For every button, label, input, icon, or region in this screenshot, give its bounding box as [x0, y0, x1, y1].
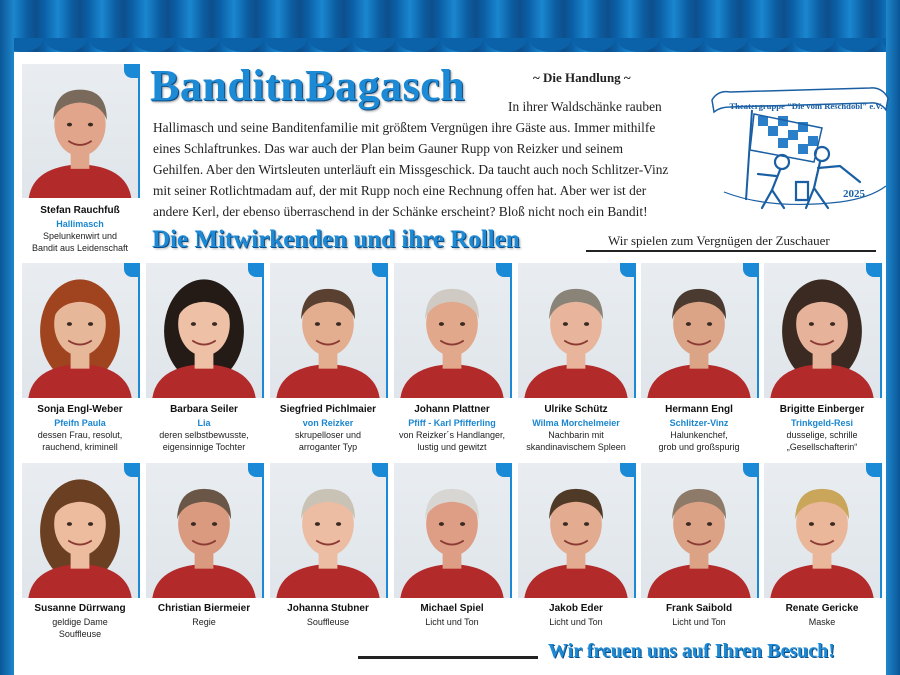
photo-corner-accent	[372, 263, 386, 277]
story-line: eines Schlaftrunkes. Das war auch der Plan beim Gauner Rupp von Reizker und seinem	[153, 141, 624, 156]
cast-name: Johanna Stubner	[287, 603, 369, 614]
cast-desc-line: Halunkenchef,	[670, 430, 728, 440]
photo-corner-accent	[248, 263, 262, 277]
cast-name: Jakob Eder	[549, 603, 603, 614]
cast-role: Lia	[197, 418, 211, 428]
cast-caption	[635, 603, 763, 628]
cast-caption	[388, 404, 516, 453]
cast-caption	[512, 404, 640, 453]
cast-desc-line: dusselige, schrille	[786, 430, 858, 440]
photo-corner-accent	[124, 463, 138, 477]
cast-portrait	[22, 263, 140, 398]
portrait-figure	[270, 263, 386, 398]
cast-desc-line: Licht und Ton	[549, 617, 603, 627]
cast-portrait	[641, 263, 759, 398]
cast-name: Sonja Engl-Weber	[37, 404, 123, 415]
photo-corner-accent	[496, 263, 510, 277]
cast-caption	[388, 603, 516, 628]
curtain-left	[0, 0, 14, 675]
portrait-figure	[394, 463, 510, 598]
logo-text: Theatergruppe "Die vom Reschdobl" e.V.	[729, 101, 883, 111]
cast-portrait	[270, 263, 388, 398]
photo-corner-accent	[743, 463, 757, 477]
cast-portrait	[641, 463, 759, 598]
cast-role: Pfiff - Karl Pfifferling	[408, 418, 496, 428]
portrait-figure	[394, 263, 510, 398]
cast-caption	[758, 603, 886, 628]
cast-caption	[758, 404, 886, 453]
cast-desc-line: rauchend, kriminell	[42, 442, 118, 452]
cast-motto: Wir spielen zum Vergnügen der Zuschauer	[608, 233, 830, 248]
portrait-figure	[22, 463, 138, 598]
photo-corner-accent	[124, 64, 138, 78]
cast-portrait	[394, 263, 512, 398]
cast-desc-line: arroganter Typ	[298, 442, 358, 452]
cast-desc-line: eigensinnige Tochter	[162, 442, 246, 452]
cast-caption	[512, 603, 640, 628]
portrait-figure	[641, 463, 757, 598]
photo-corner-accent	[866, 463, 880, 477]
cast-name: Michael Spiel	[420, 603, 484, 614]
photo-corner-accent	[496, 463, 510, 477]
cast-caption	[16, 603, 144, 640]
story-line: In ihrer Waldschänke rauben	[508, 99, 662, 114]
portrait-figure	[641, 263, 757, 398]
curtain-valance	[0, 38, 900, 60]
lead-desc-line: Bandit aus Leidenschaft	[31, 243, 129, 253]
cast-desc-line: skandinavischem Spleen	[526, 442, 626, 452]
cast-desc-line: Nachbarin mit	[548, 430, 604, 440]
cast-heading: Die Mitwirkenden und ihre Rollen	[152, 226, 520, 253]
cast-caption	[264, 404, 392, 453]
cast-portrait	[764, 263, 882, 398]
cast-name: Ulrike Schütz	[544, 404, 608, 415]
play-title: BanditnBagasch	[150, 61, 466, 110]
cast-desc-line: von Reizker´s Handlanger,	[398, 430, 506, 440]
cast-desc-line: dessen Frau, resolut,	[37, 430, 123, 440]
cast-caption	[16, 404, 144, 453]
cast-name: Frank Saibold	[665, 603, 733, 614]
cast-portrait	[764, 463, 882, 598]
cast-caption	[635, 404, 763, 453]
cast-role: Trinkgeld-Resi	[790, 418, 853, 428]
cast-caption	[140, 603, 268, 628]
cast-desc-line: skrupelloser und	[294, 430, 362, 440]
portrait-figure	[518, 463, 634, 598]
motto-underline	[586, 250, 876, 252]
footer-message: Wir freuen uns auf Ihren Besuch!	[548, 640, 835, 662]
cast-desc-line: Licht und Ton	[425, 617, 479, 627]
cast-desc-line: Licht und Ton	[672, 617, 726, 627]
cast-portrait	[270, 463, 388, 598]
cast-desc-line: Souffleuse	[58, 629, 102, 639]
cast-portrait	[146, 263, 264, 398]
photo-corner-accent	[620, 263, 634, 277]
cast-portrait	[518, 463, 636, 598]
photo-corner-accent	[866, 263, 880, 277]
portrait-figure	[764, 463, 880, 598]
lead-portrait	[22, 64, 140, 198]
photo-corner-accent	[248, 463, 262, 477]
cast-desc-line: grob und großspurig	[658, 442, 740, 452]
story-line: andere Kerl, der ebenso überraschend in der Schänke erscheint? Bloß nicht noch ein Bandit!	[153, 204, 648, 219]
portrait-figure	[146, 263, 262, 398]
photo-corner-accent	[620, 463, 634, 477]
cast-role: Schlitzer-Vinz	[669, 418, 729, 428]
lead-caption	[14, 205, 146, 254]
photo-corner-accent	[743, 263, 757, 277]
cast-role: Pfeifn Paula	[54, 418, 106, 428]
cast-role: von Reizker	[302, 418, 354, 428]
portrait-figure	[764, 263, 880, 398]
cast-portrait	[518, 263, 636, 398]
cast-desc-line: lustig und gewitzt	[417, 442, 487, 452]
story-line: Hallimasch und seine Banditenfamilie mit größtem Vergnügen ihre Gäste aus. Immer mithilfe	[153, 120, 656, 135]
lead-desc-line: Spelunkenwirt und	[42, 231, 118, 241]
cast-portrait	[394, 463, 512, 598]
portrait-figure	[22, 263, 138, 398]
cast-desc-line: Regie	[192, 617, 216, 627]
cast-portrait	[22, 463, 140, 598]
cast-desc-line: geldige Dame	[52, 617, 108, 627]
cast-desc-line: „Gesellschafterin“	[786, 442, 858, 452]
cast-name: Christian Biermeier	[157, 603, 251, 614]
lead-name: Stefan Rauchfuß	[40, 205, 120, 216]
lead-role: Hallimasch	[56, 219, 104, 229]
cast-desc-line: Souffleuse	[306, 617, 350, 627]
story-line: Gehilfen. Aber den Wirtsleuten unterläuft ein Missgeschick. Da taucht auch noch Schlitzer-Vinz	[153, 162, 669, 177]
cast-name: Renate Gericke	[785, 603, 859, 614]
cast-role: Wilma Morchelmeier	[532, 418, 620, 428]
cast-name: Johann Plattner	[414, 404, 490, 415]
portrait-figure	[22, 64, 138, 198]
section-label-handlung: ~ Die Handlung ~	[533, 70, 631, 85]
story-line: mit seiner Rotlichtmadam auf, der mit Rupp noch eine Rechnung offen hat. Aber wer ist der	[153, 183, 647, 198]
portrait-figure	[270, 463, 386, 598]
portrait-figure	[518, 263, 634, 398]
cast-caption	[264, 603, 392, 628]
cast-name: Hermann Engl	[665, 404, 733, 415]
cast-desc-line: deren selbstbewusste,	[159, 430, 249, 440]
logo-year: 2025	[843, 188, 865, 200]
cast-name: Siegfried Pichlmaier	[279, 404, 377, 415]
cast-name: Barbara Seiler	[170, 404, 238, 415]
cast-name: Brigitte Einberger	[779, 404, 865, 415]
cast-name: Susanne Dürrwang	[34, 603, 126, 614]
portrait-figure	[146, 463, 262, 598]
cast-portrait	[146, 463, 264, 598]
cast-desc-line: Maske	[808, 617, 836, 627]
photo-corner-accent	[372, 463, 386, 477]
cast-caption	[140, 404, 268, 453]
footer-underline	[358, 656, 538, 659]
photo-corner-accent	[124, 263, 138, 277]
